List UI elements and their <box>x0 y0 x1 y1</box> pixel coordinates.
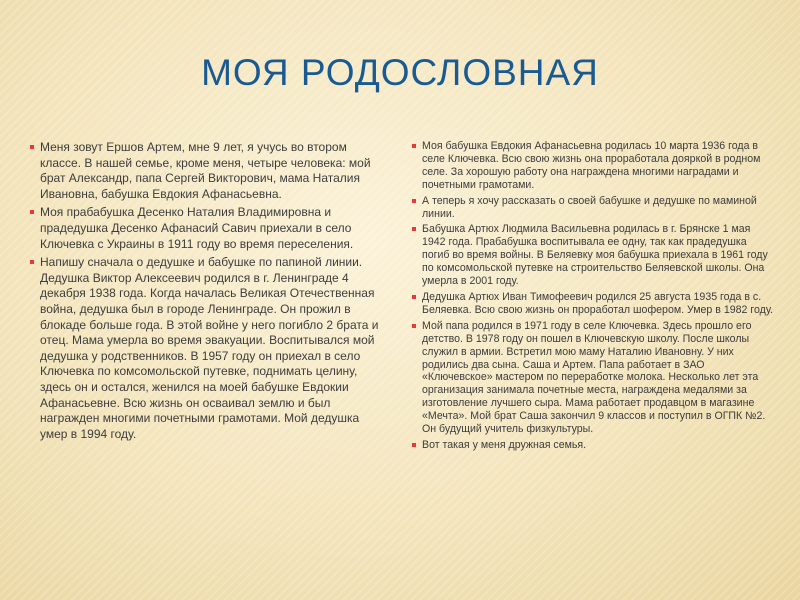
left-paragraph-grandfather <box>30 255 385 442</box>
slide-title: МОЯ РОДОСЛОВНАЯ <box>201 52 599 93</box>
paragraph-text: Меня зовут Ершов Артем, мне 9 лет, я учусь во втором классе. В нашей семье, кроме меня, четыре человека: мой брат Александр, папа Сергей Викторович, мама Наталия Ивановна, бабушка Евдокия Афанасьевна. <box>40 140 371 201</box>
paragraph-text: Вот такая у меня дружная семья. <box>422 438 587 451</box>
left-paragraph-great-grandparents <box>30 205 385 252</box>
bullet-marker <box>412 227 416 231</box>
right-paragraph-maternal-grandfather <box>412 291 774 317</box>
right-paragraph-maternal-grandmother <box>412 223 774 288</box>
right-paragraph-maternal-intro <box>412 195 774 221</box>
paragraph-text: Напишу сначала о дедушке и бабушке по папиной линии. Дедушка Виктор Алексеевич родился в г. Ленинграде 4 декабря 1938 года. Когда началась Великая Отечественная война, дедушка был в городе Ленинграде. Он прожил в блокаде больше года. В этой войне у него погибло 2 брата и отец. Мама умерла во время эвакуации. Воспитывался мой дедушка у родственников. В 1957 году он приехал в село Ключевка по комсомольской путевке, поднимать целину, здесь он и остался, женился на моей бабушке Евдокии Афанасьевне. Всю жизнь он осваивал землю и был награжден многими почетными грамотами. Мой дедушка умер в 1994 году. <box>40 255 379 441</box>
left-text-column <box>30 140 385 445</box>
right-paragraph-closing <box>412 439 774 452</box>
right-paragraph-father <box>412 320 774 436</box>
paragraph-text: Моя прабабушка Десенко Наталия Владимировна и прадедушка Десенко Афанасий Савич приехали в село Ключевка с Украины в 1911 году во время переселения. <box>40 205 354 251</box>
bullet-marker <box>30 210 34 214</box>
bullet-marker <box>412 443 416 447</box>
paragraph-text: А теперь я хочу рассказать о своей бабушке и дедушке по маминой линии. <box>422 194 757 220</box>
bullet-marker <box>412 144 416 148</box>
right-text-column <box>412 140 774 455</box>
bullet-marker <box>412 324 416 328</box>
paragraph-text: Мой папа родился в 1971 году в селе Ключевка. Здесь прошло его детство. В 1978 году он пошел в Ключевскую школу. После школы служил в армии. Встретил мою маму Наталию Ивановну. У них родились два сына. Саша и Артем. Папа работает в ЗАО «Ключевское» мастером по переработке молока. Несколько лет эта организация занимала почетные места, награждена медалями за изготовление лучшего сыра. Мама работает продавцом в магазине «Мечта». Мой брат Саша закончил 9 классов и поступил в ОГПК №2. Он будущий учитель физкультуры. <box>422 319 766 436</box>
bullet-marker <box>30 145 34 149</box>
paragraph-text: Дедушка Артюх Иван Тимофеевич родился 25 августа 1935 года в с. Беляевка. Всю свою жизнь он проработал шофером. Умер в 1982 году. <box>422 290 773 316</box>
paragraph-text: Моя бабушка Евдокия Афанасьевна родилась 10 марта 1936 года в селе Ключевка. Всю свою жизнь она проработала дояркой в родном селе. За хорошую работу она награждена многими наградами и почетными грамотами. <box>422 140 761 191</box>
bullet-marker <box>412 295 416 299</box>
bullet-marker <box>412 199 416 203</box>
right-paragraph-grandmother <box>412 140 774 192</box>
left-paragraph-intro <box>30 140 385 202</box>
bullet-marker <box>30 260 34 264</box>
paragraph-text: Бабушка Артюх Людмила Васильевна родилась в г. Брянске 1 мая 1942 года. Прабабушка воспитывала ее одну, так как прадедушка погиб во время войны. В Беляевку моя бабушка приехала в 1961 году по комсомольской путевке на строительство Беляевской школы. Она умерла в 2001 году. <box>422 223 768 288</box>
